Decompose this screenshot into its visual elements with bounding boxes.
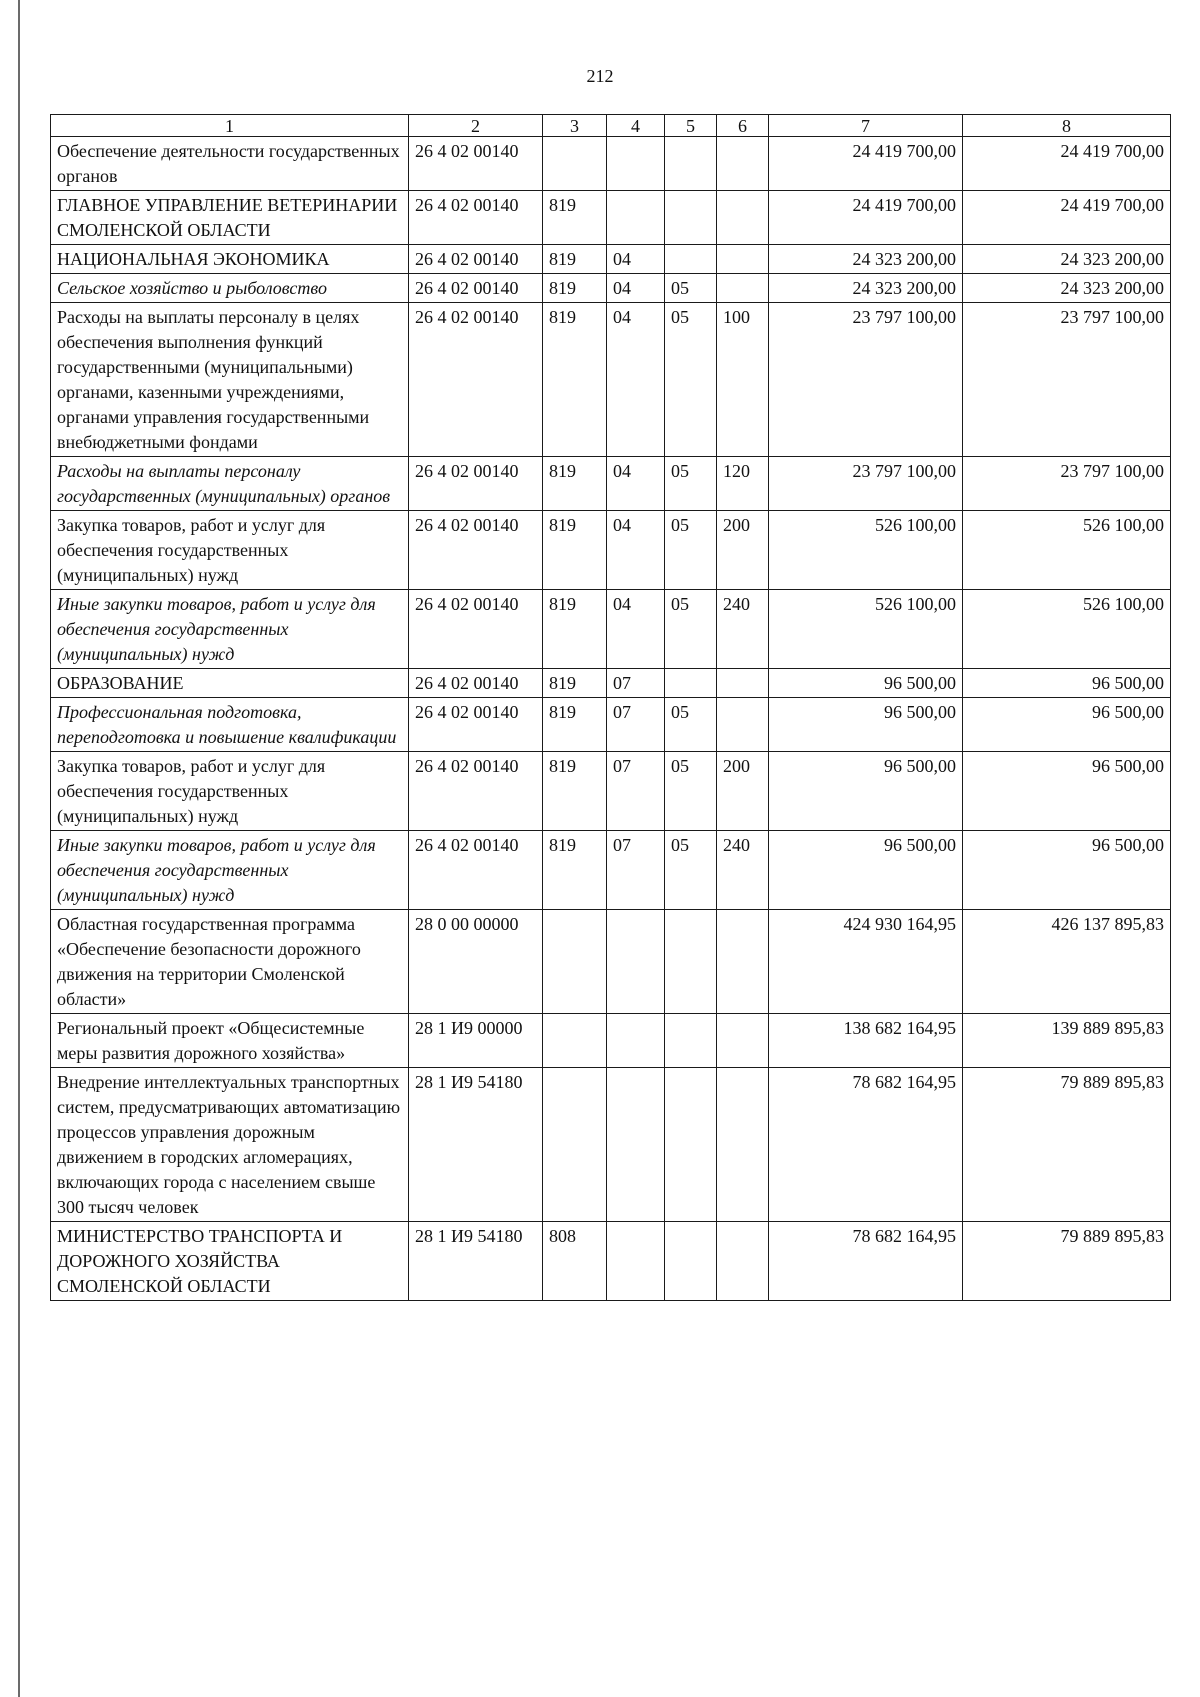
scan-edge-line — [18, 0, 20, 1697]
amount-year1-cell: 526 100,00 — [769, 511, 963, 590]
amount-year1-cell: 96 500,00 — [769, 831, 963, 910]
expense-type-cell: 100 — [717, 303, 769, 457]
amount-year1-cell: 96 500,00 — [769, 669, 963, 698]
amount-year2-cell: 96 500,00 — [963, 831, 1171, 910]
row-name-cell: Закупка товаров, работ и услуг для обеспечения государственных (муниципальных) нужд — [51, 752, 409, 831]
expense-type-cell — [717, 245, 769, 274]
amount-year2-cell: 23 797 100,00 — [963, 303, 1171, 457]
subsection-cell — [665, 137, 717, 191]
row-name-cell: НАЦИОНАЛЬНАЯ ЭКОНОМИКА — [51, 245, 409, 274]
table-row — [51, 1014, 1171, 1068]
expense-type-cell — [717, 274, 769, 303]
section-cell — [607, 1014, 665, 1068]
subsection-cell: 05 — [665, 457, 717, 511]
table-row — [51, 590, 1171, 669]
admin-code-cell: 819 — [543, 698, 607, 752]
column-header: 3 — [543, 115, 607, 137]
amount-year2-cell: 79 889 895,83 — [963, 1222, 1171, 1301]
subsection-cell: 05 — [665, 590, 717, 669]
amount-year1-cell: 23 797 100,00 — [769, 457, 963, 511]
amount-year2-cell: 526 100,00 — [963, 511, 1171, 590]
target-article-cell: 26 4 02 00140 — [409, 698, 543, 752]
admin-code-cell: 819 — [543, 303, 607, 457]
admin-code-cell: 819 — [543, 669, 607, 698]
table-row — [51, 137, 1171, 191]
admin-code-cell: 819 — [543, 752, 607, 831]
table-row — [51, 303, 1171, 457]
admin-code-cell: 819 — [543, 245, 607, 274]
row-name-cell: ОБРАЗОВАНИЕ — [51, 669, 409, 698]
amount-year2-cell: 426 137 895,83 — [963, 910, 1171, 1014]
subsection-cell: 05 — [665, 752, 717, 831]
subsection-cell — [665, 1068, 717, 1222]
admin-code-cell — [543, 1014, 607, 1068]
expense-type-cell — [717, 1014, 769, 1068]
row-name-cell: Профессиональная подготовка, переподготовка и повышение квалификации — [51, 698, 409, 752]
amount-year1-cell: 526 100,00 — [769, 590, 963, 669]
amount-year2-cell: 96 500,00 — [963, 698, 1171, 752]
target-article-cell: 26 4 02 00140 — [409, 191, 543, 245]
amount-year2-cell: 96 500,00 — [963, 752, 1171, 831]
amount-year2-cell: 23 797 100,00 — [963, 457, 1171, 511]
expense-type-cell: 200 — [717, 511, 769, 590]
subsection-cell — [665, 669, 717, 698]
row-name-cell: ГЛАВНОЕ УПРАВЛЕНИЕ ВЕТЕРИНАРИИ СМОЛЕНСКОЙ ОБЛАСТИ — [51, 191, 409, 245]
amount-year1-cell: 96 500,00 — [769, 698, 963, 752]
amount-year2-cell: 526 100,00 — [963, 590, 1171, 669]
amount-year1-cell: 138 682 164,95 — [769, 1014, 963, 1068]
admin-code-cell: 819 — [543, 511, 607, 590]
amount-year1-cell: 24 323 200,00 — [769, 274, 963, 303]
target-article-cell: 26 4 02 00140 — [409, 274, 543, 303]
admin-code-cell: 819 — [543, 274, 607, 303]
section-cell: 07 — [607, 831, 665, 910]
row-name-cell: Обеспечение деятельности государственных органов — [51, 137, 409, 191]
table-row — [51, 669, 1171, 698]
amount-year1-cell: 24 419 700,00 — [769, 137, 963, 191]
section-cell — [607, 137, 665, 191]
admin-code-cell: 819 — [543, 831, 607, 910]
amount-year2-cell: 24 323 200,00 — [963, 245, 1171, 274]
section-cell: 04 — [607, 457, 665, 511]
row-name-cell: Областная государственная программа «Обеспечение безопасности дорожного движения на территории Смоленской области» — [51, 910, 409, 1014]
amount-year1-cell: 23 797 100,00 — [769, 303, 963, 457]
amount-year1-cell: 78 682 164,95 — [769, 1222, 963, 1301]
column-header: 2 — [409, 115, 543, 137]
section-cell — [607, 1222, 665, 1301]
subsection-cell: 05 — [665, 274, 717, 303]
amount-year2-cell: 96 500,00 — [963, 669, 1171, 698]
page-number: 212 — [586, 66, 614, 86]
amount-year1-cell: 78 682 164,95 — [769, 1068, 963, 1222]
row-name-cell: Региональный проект «Общесистемные меры развития дорожного хозяйства» — [51, 1014, 409, 1068]
admin-code-cell — [543, 910, 607, 1014]
row-name-cell: Иные закупки товаров, работ и услуг для обеспечения государственных (муниципальных) нужд — [51, 831, 409, 910]
expense-type-cell — [717, 1222, 769, 1301]
expense-type-cell: 240 — [717, 590, 769, 669]
target-article-cell: 26 4 02 00140 — [409, 511, 543, 590]
admin-code-cell — [543, 1068, 607, 1222]
expense-type-cell — [717, 669, 769, 698]
target-article-cell: 26 4 02 00140 — [409, 590, 543, 669]
admin-code-cell: 819 — [543, 457, 607, 511]
budget-table — [50, 114, 1171, 1301]
expense-type-cell — [717, 1068, 769, 1222]
target-article-cell: 26 4 02 00140 — [409, 137, 543, 191]
target-article-cell: 26 4 02 00140 — [409, 831, 543, 910]
admin-code-cell: 808 — [543, 1222, 607, 1301]
amount-year2-cell: 79 889 895,83 — [963, 1068, 1171, 1222]
amount-year1-cell: 24 323 200,00 — [769, 245, 963, 274]
table-row — [51, 191, 1171, 245]
amount-year2-cell: 24 323 200,00 — [963, 274, 1171, 303]
section-cell: 04 — [607, 511, 665, 590]
target-article-cell: 26 4 02 00140 — [409, 752, 543, 831]
table-body — [51, 137, 1171, 1301]
header-row — [51, 115, 1171, 137]
amount-year1-cell: 96 500,00 — [769, 752, 963, 831]
table-row — [51, 245, 1171, 274]
column-header: 7 — [769, 115, 963, 137]
expense-type-cell — [717, 910, 769, 1014]
admin-code-cell: 819 — [543, 590, 607, 669]
target-article-cell: 26 4 02 00140 — [409, 303, 543, 457]
section-cell: 04 — [607, 245, 665, 274]
subsection-cell: 05 — [665, 698, 717, 752]
subsection-cell — [665, 1222, 717, 1301]
expense-type-cell: 240 — [717, 831, 769, 910]
subsection-cell: 05 — [665, 303, 717, 457]
expense-type-cell: 200 — [717, 752, 769, 831]
column-header: 5 — [665, 115, 717, 137]
column-header: 6 — [717, 115, 769, 137]
table-row — [51, 1068, 1171, 1222]
section-cell: 04 — [607, 303, 665, 457]
row-name-cell: МИНИСТЕРСТВО ТРАНСПОРТА И ДОРОЖНОГО ХОЗЯЙСТВА СМОЛЕНСКОЙ ОБЛАСТИ — [51, 1222, 409, 1301]
column-header: 8 — [963, 115, 1171, 137]
admin-code-cell — [543, 137, 607, 191]
amount-year2-cell: 24 419 700,00 — [963, 137, 1171, 191]
row-name-cell: Внедрение интеллектуальных транспортных систем, предусматривающих автоматизацию процессов управления дорожным движением в городских агломерациях, включающих города с населением свыше 300 тысяч человек — [51, 1068, 409, 1222]
expense-type-cell — [717, 698, 769, 752]
subsection-cell — [665, 191, 717, 245]
target-article-cell: 26 4 02 00140 — [409, 669, 543, 698]
row-name-cell: Расходы на выплаты персоналу в целях обеспечения выполнения функций государственными (муниципальными) органами, казенными учреждениями, органами управления государственными внебюджетными фондами — [51, 303, 409, 457]
section-cell: 07 — [607, 669, 665, 698]
subsection-cell — [665, 245, 717, 274]
section-cell: 07 — [607, 752, 665, 831]
amount-year2-cell: 24 419 700,00 — [963, 191, 1171, 245]
table-row — [51, 752, 1171, 831]
target-article-cell: 28 0 00 00000 — [409, 910, 543, 1014]
row-name-cell: Расходы на выплаты персоналу государственных (муниципальных) органов — [51, 457, 409, 511]
section-cell: 04 — [607, 590, 665, 669]
target-article-cell: 28 1 И9 00000 — [409, 1014, 543, 1068]
column-header: 4 — [607, 115, 665, 137]
subsection-cell: 05 — [665, 511, 717, 590]
table-row — [51, 831, 1171, 910]
row-name-cell: Иные закупки товаров, работ и услуг для обеспечения государственных (муниципальных) нужд — [51, 590, 409, 669]
target-article-cell: 26 4 02 00140 — [409, 457, 543, 511]
table-row — [51, 457, 1171, 511]
table-row — [51, 274, 1171, 303]
section-cell: 07 — [607, 698, 665, 752]
target-article-cell: 28 1 И9 54180 — [409, 1068, 543, 1222]
amount-year1-cell: 424 930 164,95 — [769, 910, 963, 1014]
table-row — [51, 511, 1171, 590]
target-article-cell: 26 4 02 00140 — [409, 245, 543, 274]
section-cell — [607, 1068, 665, 1222]
expense-type-cell — [717, 191, 769, 245]
subsection-cell: 05 — [665, 831, 717, 910]
table-row — [51, 910, 1171, 1014]
expense-type-cell — [717, 137, 769, 191]
amount-year1-cell: 24 419 700,00 — [769, 191, 963, 245]
target-article-cell: 28 1 И9 54180 — [409, 1222, 543, 1301]
subsection-cell — [665, 1014, 717, 1068]
admin-code-cell: 819 — [543, 191, 607, 245]
column-header: 1 — [51, 115, 409, 137]
expense-type-cell: 120 — [717, 457, 769, 511]
row-name-cell: Закупка товаров, работ и услуг для обеспечения государственных (муниципальных) нужд — [51, 511, 409, 590]
table-row — [51, 1222, 1171, 1301]
subsection-cell — [665, 910, 717, 1014]
row-name-cell: Сельское хозяйство и рыболовство — [51, 274, 409, 303]
section-cell — [607, 191, 665, 245]
table-row — [51, 698, 1171, 752]
amount-year2-cell: 139 889 895,83 — [963, 1014, 1171, 1068]
section-cell — [607, 910, 665, 1014]
section-cell: 04 — [607, 274, 665, 303]
